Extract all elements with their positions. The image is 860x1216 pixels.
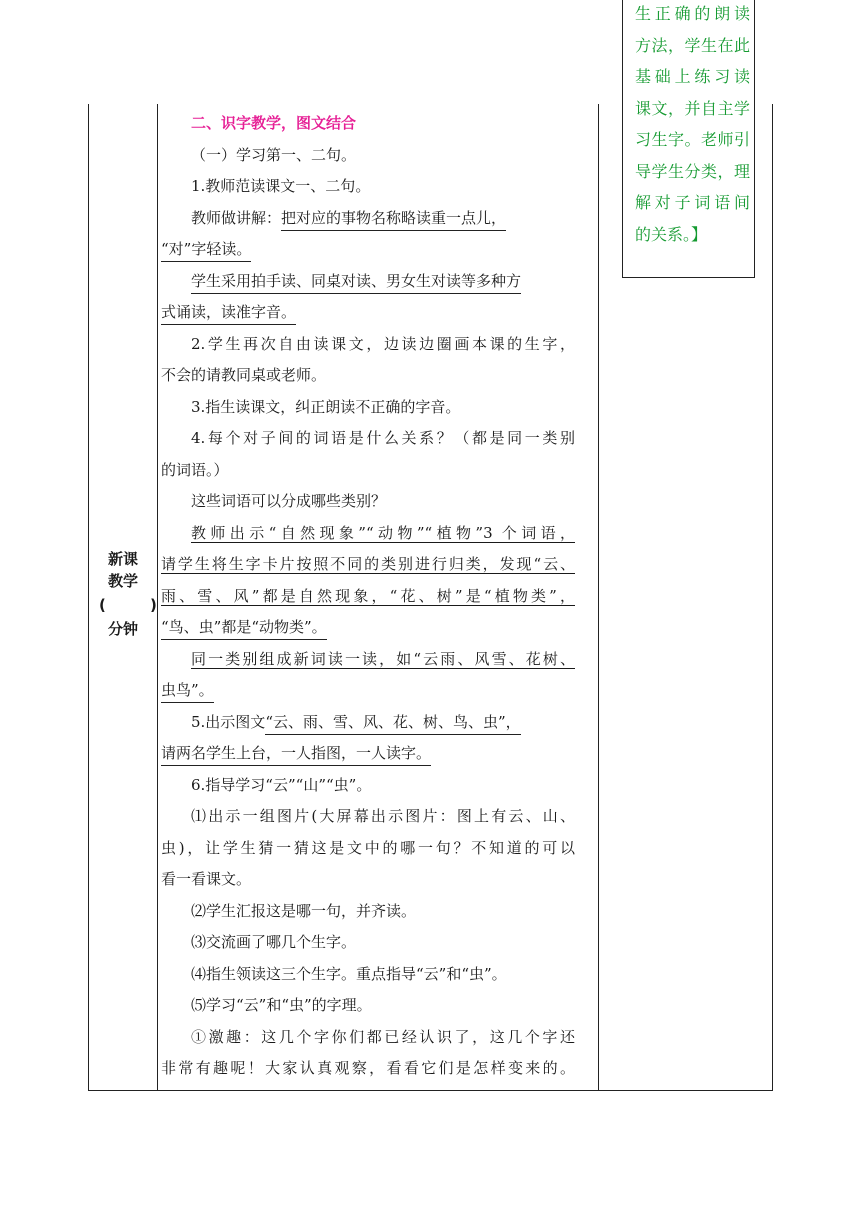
paragraph xyxy=(161,297,575,329)
section-title: 二、识字教学，图文结合 xyxy=(191,114,357,132)
side-note-line: 习生字。老师引 xyxy=(635,130,750,149)
row-label-line4: 分钟 xyxy=(107,620,138,638)
side-note-box xyxy=(622,0,755,278)
underlined-text: 请两名学生上台，一人指图，一人读字。 xyxy=(161,741,431,766)
paragraph xyxy=(161,738,575,770)
paren-close: ) xyxy=(150,596,157,614)
lesson-content xyxy=(161,108,583,1085)
paragraph: 2.学生再次自由读课文，边读边圈画本课的生字， xyxy=(191,334,575,353)
paragraph xyxy=(161,612,575,644)
paragraph: ①激趣：这几个字你们都已经认识了，这几个字还 xyxy=(191,1027,575,1046)
paragraph: 雨、雪、风”都是自然现象，“花、树”是“植物类”， xyxy=(161,586,575,605)
paragraph: 虫)，让学生猜一猜这是文中的哪一句？不知道的可以 xyxy=(161,838,575,857)
side-note-line: 课文，并自主学 xyxy=(635,98,750,118)
paragraph-prefix: 5.出示图文 xyxy=(191,712,266,731)
paragraph: 6.指导学习“云”“山”“虫”。 xyxy=(191,775,372,794)
table-divider-2 xyxy=(598,104,599,1091)
paragraph: 1.教师范读课文一、二句。 xyxy=(191,177,371,195)
table-border-bottom xyxy=(88,1090,773,1091)
paragraph: 看一看课文。 xyxy=(161,870,252,888)
paragraph: 的词语。） xyxy=(161,460,229,479)
side-note-line: 基础上练习读 xyxy=(635,67,750,86)
side-note-line: 解对子词语间 xyxy=(635,193,750,212)
paren-open: ( xyxy=(99,596,106,614)
row-label-line2: 教学 xyxy=(107,572,138,590)
paragraph xyxy=(161,203,575,235)
paragraph: ⑸学习“云”和“虫”的字理。 xyxy=(191,996,372,1014)
side-note-line: 生正确的朗读 xyxy=(635,4,750,23)
paragraph xyxy=(161,707,575,739)
paragraph: ⑶交流画了哪几个生字。 xyxy=(191,933,357,951)
underlined-text: 式诵读，读准字音。 xyxy=(161,300,296,325)
underlined-text: 把对应的事物名称略读重一点儿， xyxy=(281,206,506,231)
paragraph: 教师出示“自然现象”“动物”“植物”3 个词语， xyxy=(191,523,575,542)
underlined-text: “鸟、虫”都是“动物类”。 xyxy=(161,615,327,640)
paragraph-prefix: 教师做讲解： xyxy=(191,208,282,227)
duration-paren xyxy=(88,592,158,618)
side-note-line: 的关系。】 xyxy=(635,224,708,244)
underlined-text: “对”字轻读。 xyxy=(161,237,251,262)
underlined-text: “云、雨、雪、风、花、树、鸟、虫”， xyxy=(265,710,520,735)
sub-title: （一）学习第一、二句。 xyxy=(191,145,357,164)
paragraph: ⑷指生领读这三个生字。重点指导“云”和“虫”。 xyxy=(191,964,507,983)
side-note-line: 导学生分类，理 xyxy=(635,161,750,181)
paragraph: 这些词语可以分成哪些类别？ xyxy=(191,492,387,510)
paragraph xyxy=(161,234,575,266)
paragraph: 3.指生读课文，纠正朗读不正确的字音。 xyxy=(191,397,461,416)
paragraph: ⑴出示一组图片(大屏幕出示图片：图上有云、山、 xyxy=(191,807,575,825)
paragraph: 非常有趣呢！大家认真观察，看看它们是怎样变来的。 xyxy=(161,1059,575,1077)
paragraph: 同一类别组成新词读一读，如“云雨、风雪、花树、 xyxy=(191,649,575,668)
paragraph: 4.每个对子间的词语是什么关系？（都是同一类别 xyxy=(191,429,575,447)
side-note-line: 方法，学生在此 xyxy=(635,35,750,55)
paragraph xyxy=(161,675,575,707)
row-label xyxy=(88,548,158,640)
table-border-right xyxy=(772,104,773,1091)
underlined-text: 学生采用拍手读、同桌对读、男女生对读等多种方 xyxy=(191,269,521,294)
paragraph: 不会的请教同桌或老师。 xyxy=(161,366,327,384)
paragraph xyxy=(161,266,575,298)
underlined-text: 虫鸟”。 xyxy=(161,678,214,703)
row-label-line1: 新课 xyxy=(107,550,138,568)
paragraph: ⑵学生汇报这是哪一句，并齐读。 xyxy=(191,901,417,920)
paragraph: 请学生将生字卡片按照不同的类别进行归类，发现“云、 xyxy=(161,555,575,573)
